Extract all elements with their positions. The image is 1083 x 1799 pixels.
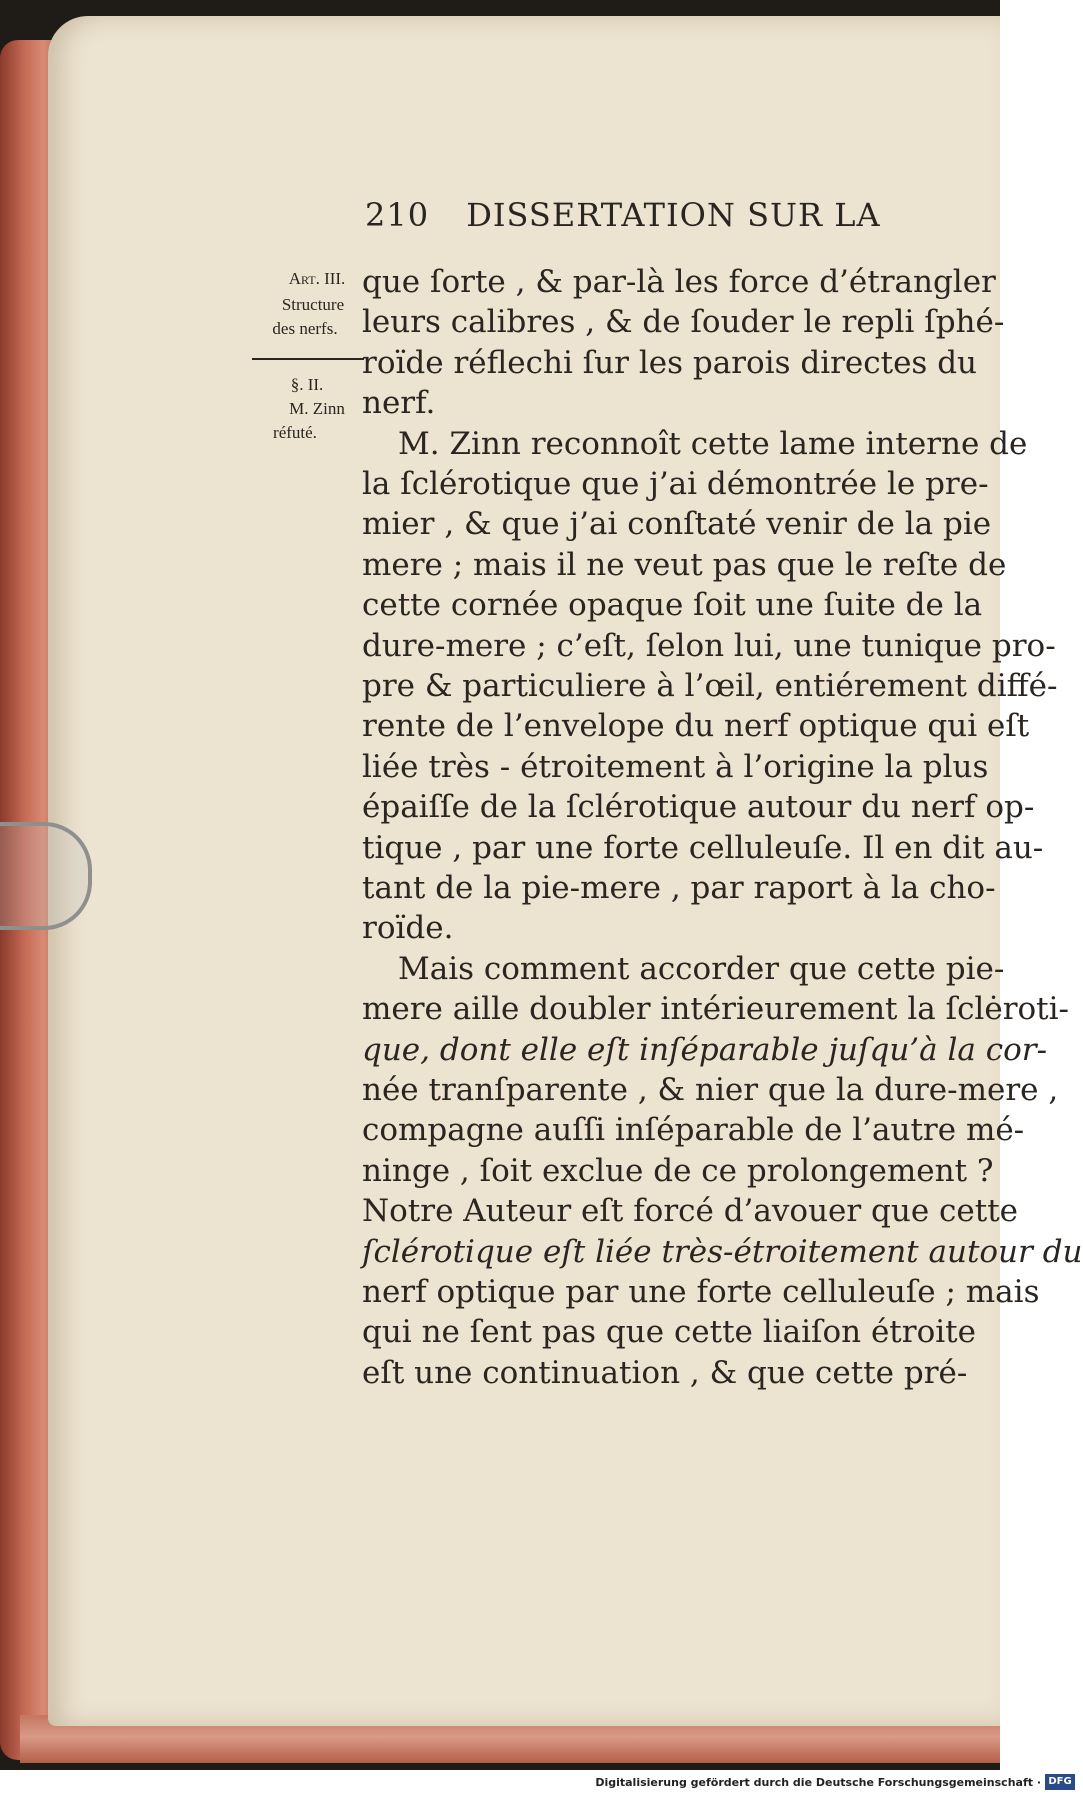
text-line: liée très - étroitement à l’origine la plus [362, 748, 989, 785]
text-line: roïde réflechi ſur les parois directes du [362, 344, 978, 381]
text-line: qui ne ſent pas que cette liaiſon étroite [362, 1314, 976, 1351]
page-number: 210 [365, 196, 430, 234]
text-line: cette cornée opaque ſoit une ſuite de la [362, 587, 983, 624]
text-line: Notre Auteur eſt forcé d’avouer que cette [362, 1193, 1019, 1230]
text-line: ſclérotique eſt liée très-étroitement autour du [362, 1233, 1083, 1270]
margin-note-refute: réfuté. [273, 423, 317, 442]
text-line: la ſclérotique que j’ai démontrée le pre- [362, 466, 989, 502]
page-title: DISSERTATION SUR LA [466, 196, 881, 234]
text-line: ninge , ſoit exclue de ce prolongement ? [362, 1152, 994, 1189]
margin-note-section: §. II. [290, 375, 324, 394]
text-line: pre & particuliere à l’œil, entiérement diffé- [362, 668, 1058, 704]
text-line: que, dont elle eſt inſéparable juſqu’à la cor- [362, 1031, 1048, 1068]
text-line: mier , & que j’ai conſtaté venir de la pie [362, 506, 992, 543]
text-line: dure-mere ; c’eſt, ſelon lui, une tunique pro- [362, 627, 1056, 664]
text-line: leurs calibres , & de ſouder le repli ſphé- [362, 304, 1005, 341]
text-line: nerf optique par une forte celluleuſe ; mais [362, 1274, 1040, 1310]
margin-note-structure: Structure [281, 295, 345, 314]
margin-note-article: Art. III. [288, 269, 346, 288]
text-line: tant de la pie-mere , par raport à la cho- [362, 870, 996, 906]
text-line: nerf. [362, 385, 436, 422]
footer-credit: Digitalisierung gefördert durch die Deutsche Forschungsgemeinschaft · [595, 1776, 1041, 1789]
text-line: rente de l’envelope du nerf optique qui eſt [362, 708, 1030, 745]
text-line: roïde. [362, 910, 454, 947]
text-line: épaiſſe de la ſclérotique autour du nerf op- [362, 789, 1035, 826]
text-line: M. Zinn reconnoît cette lame interne de [398, 425, 1028, 462]
text-line: eſt une continuation , & que cette pré- [362, 1354, 968, 1391]
text-line: compagne auſſi inſéparable de l’autre mé- [362, 1112, 1025, 1149]
text-line: mere ; mais il ne veut pas que le reſte de [362, 546, 1007, 583]
bookmark-clip [0, 822, 92, 930]
margin-rule [252, 358, 364, 360]
margin-note-zinn: M. Zinn [289, 399, 345, 418]
running-head [365, 196, 885, 234]
text-line: que ſorte , & par-là les force d’étrangler [362, 264, 996, 300]
margin-note-nerfs: des nerfs. [272, 319, 338, 338]
text-line: tique , par une forte celluleuſe. Il en dit au- [362, 829, 1044, 866]
text-line: mere aille doubler intérieurement la ſclėroti- [362, 991, 1070, 1028]
text-line: née tranſparente , & nier que la dure-mere , [362, 1072, 1059, 1108]
text-line: Mais comment accorder que cette pie- [398, 950, 1005, 987]
dfg-logo: DFG [1045, 1774, 1075, 1790]
